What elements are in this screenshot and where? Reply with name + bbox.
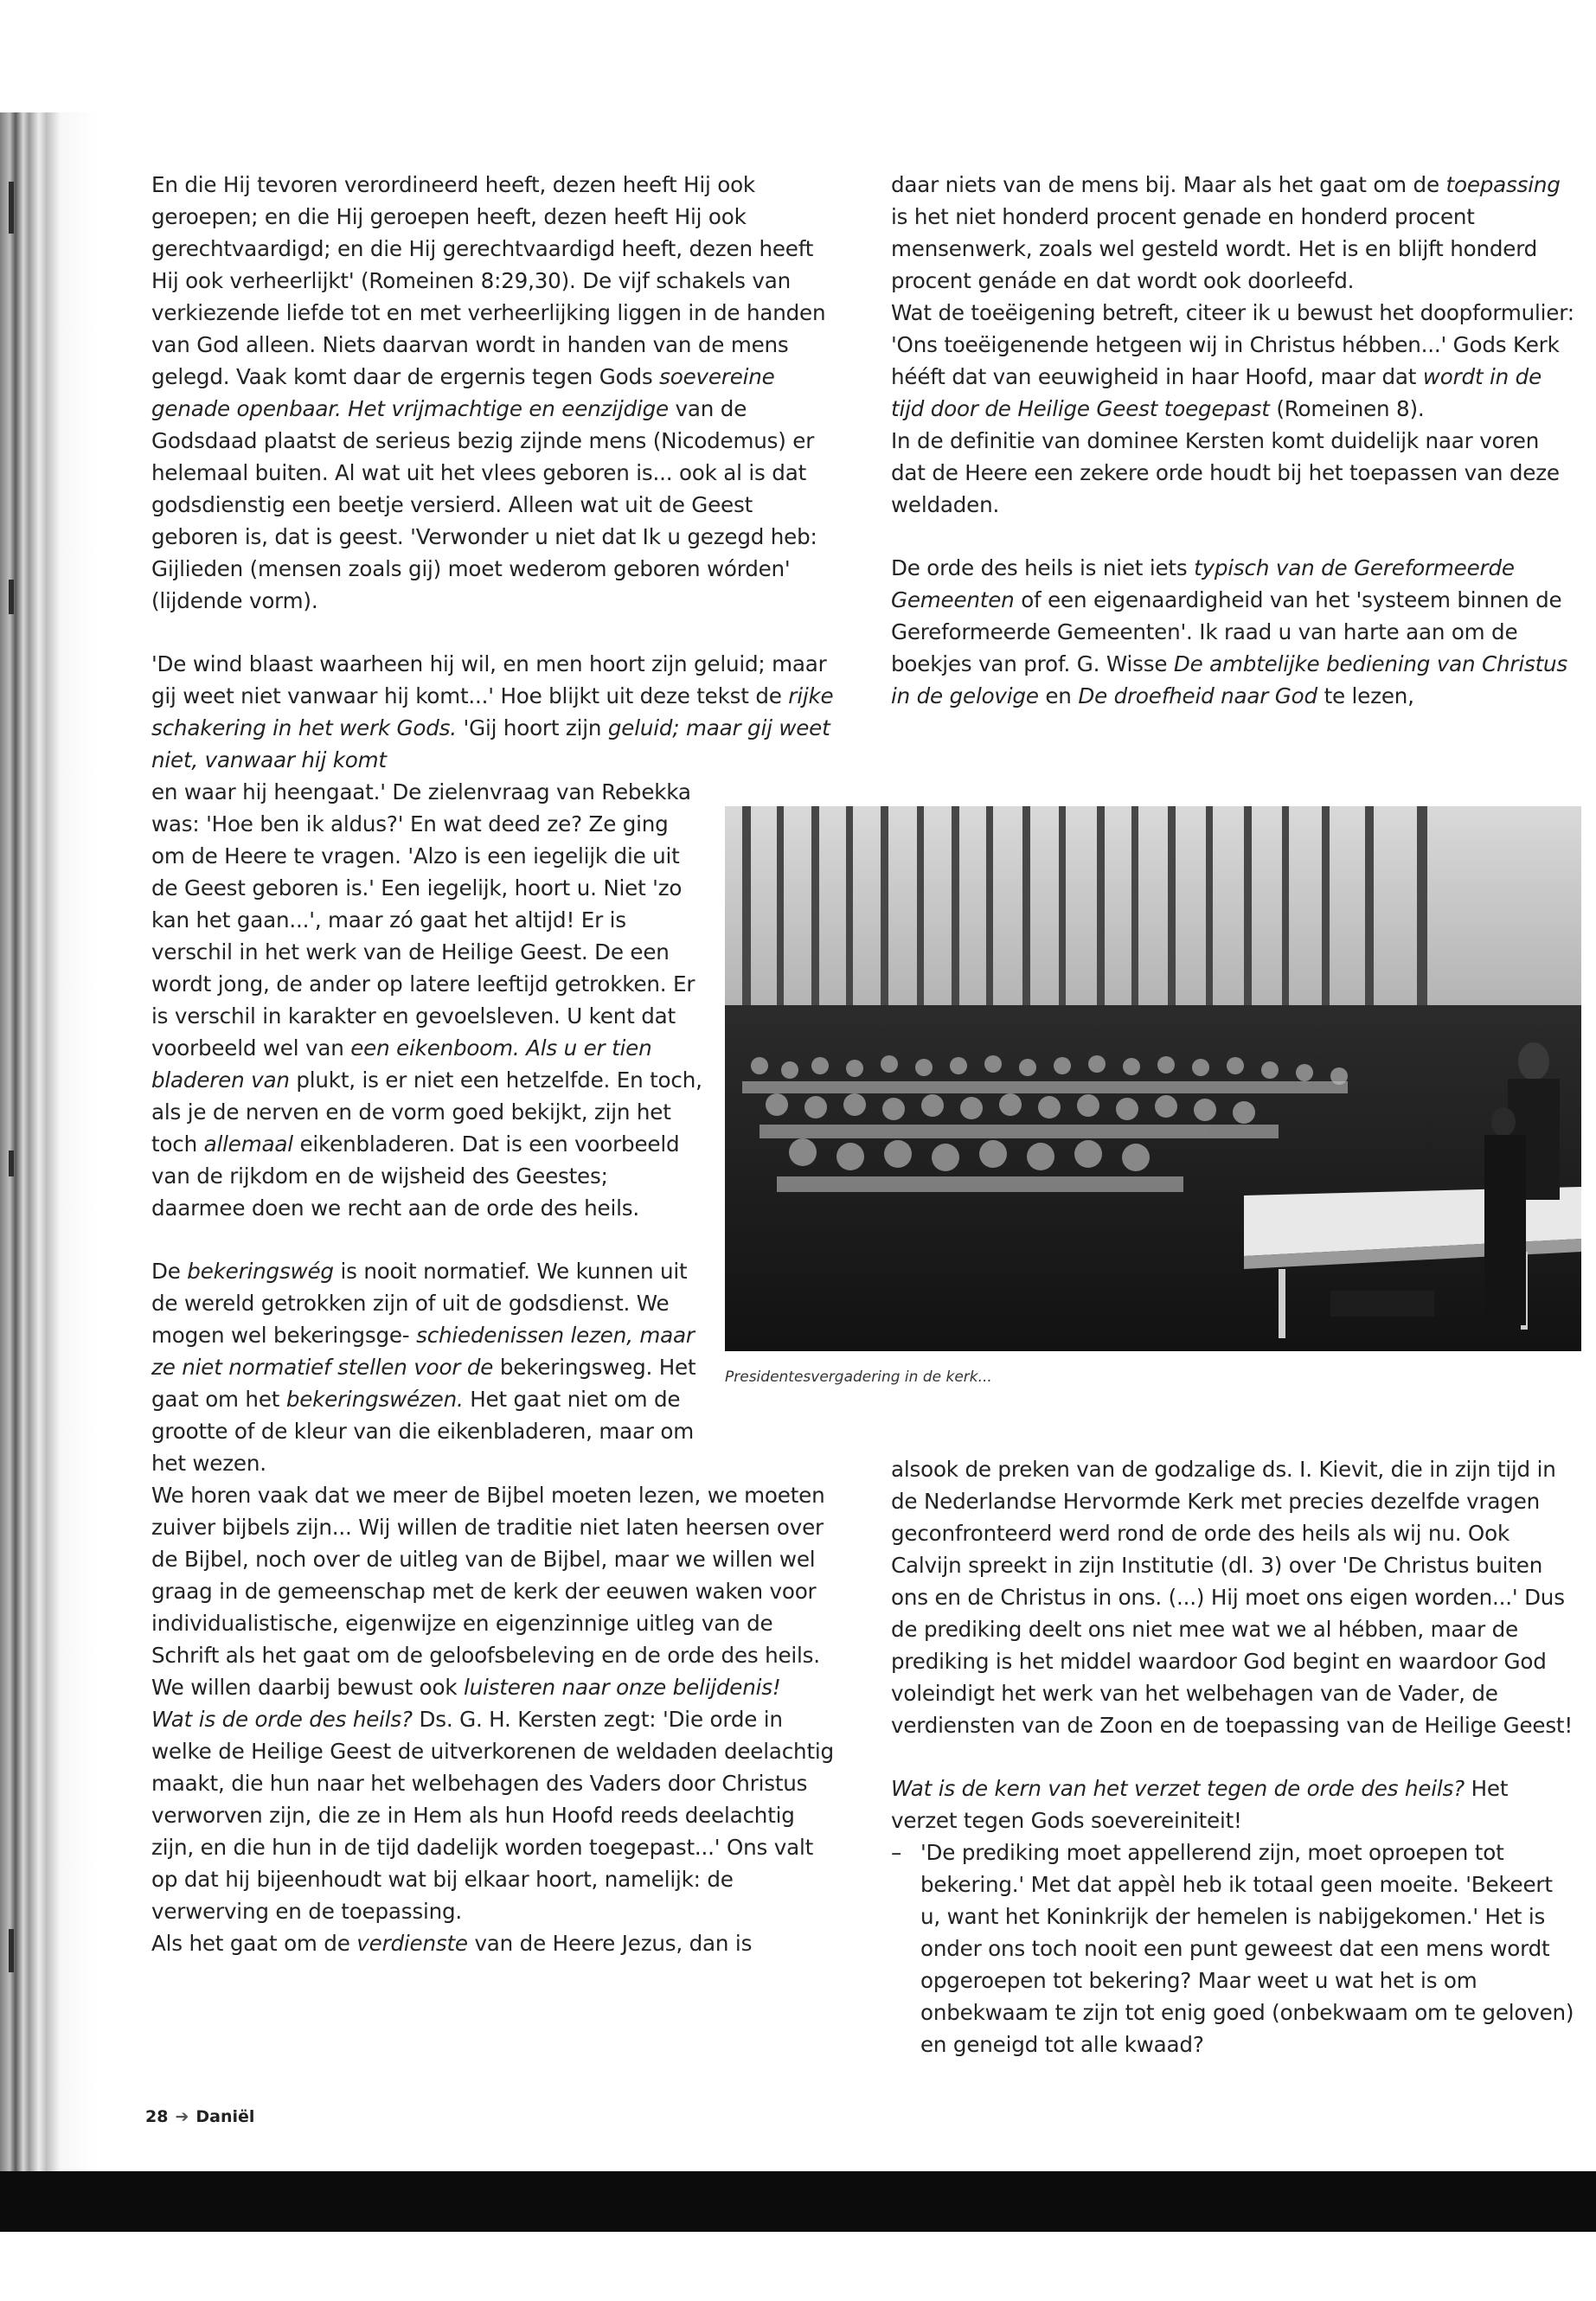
photo-illustration [725,806,1581,1351]
scan-bottom-edge [0,2171,1596,2232]
arrow-icon: ➔ [175,2107,189,2126]
paragraph: Wat is de kern van het verzet tegen de orde des heils? Het verzet tegen Gods soevereiniteit! [891,1776,1509,1833]
paragraph: alsook de preken van de godzalige ds. I. Kievit, die in zijn tijd in de Nederlandse Hervormde Kerk met precies dezelfde vragen geconfronteerd werd rond de orde des heils als wij nu. Ook Calvijn spreekt in zijn Institutie (dl. 3) over 'De Christus buiten ons en de Christus in ons. (...) Hij moet ons eigen worden...' Dus de prediking deelt ons niet mee wat we al hébben, maar de prediking is het middel waardoor God begint en waardoor God voleindigt het werk van het welbehagen van de Vader, de verdiensten van de Zoon en de toepassing van de Heilige Geest! [891,1457,1574,1738]
paragraph: Wat de toeëigening betreft, citeer ik u bewust het doopformulier: 'Ons toeëigenende hetgeen wij in Christus hébben...' Gods Kerk hééft dat van eeuwigheid in haar Hoofd, maar dat wordt in de tijd door de Heilige Geest toegepast (Romeinen 8). [891,300,1574,421]
paragraph: en waar hij heengaat.' De zielenvraag van Rebekka was: 'Hoe ben ik aldus?' En wat deed ze? Ze ging om de Heere te vragen. 'Alzo is een iegelijk die uit de Geest geboren is.' Een iegelijk, hoort u. Niet 'zo kan het gaan...', maar zó gaat het altijd! Er is verschil in het werk van de Heilige Geest. De een wordt jong, de ander op latere leeftijd getrokken. Er is verschil in karakter en gevoelsleven. U kent dat voorbeeld wel van een eikenboom. Als u er tien bladeren van plukt, is er niet een hetzelfde. En toch, als je de nerven en de vorm goed bekijkt, zijn het toch allemaal eikenbladeren. Dat is een voorbeeld van de rijkdom en de wijsheid des Geestes; daarmee doen we recht aan de orde des heils. [151,779,702,1221]
paragraph: En die Hij tevoren verordineerd heeft, dezen heeft Hij ook geroepen; en die Hij geroepen heeft, dezen heeft Hij ook gerechtvaardigd; en die Hij gerechtvaardigd heeft, dezen heeft Hij ook verheerlijkt' (Romeinen 8:29,30). De vijf schakels van verkiezende liefde tot en met verheerlijking liggen in de handen van God alleen. Niets daarvan wordt in handen van de mens gelegd. Vaak komt daar de ergernis tegen Gods soevereine genade openbaar. Het vrijmachtige en eenzijdige van de Godsdaad plaatst de serieus bezig zijnde mens (Nicodemus) er helemaal buiten. Al wat uit het vlees geboren is... ook al is dat godsdienstig een beetje versierd. Alleen wat uit de Geest geboren is, dat is geest. 'Verwonder u niet dat Ik u gezegd heb: Gijlieden (mensen zoals gij) moet wederom geboren wórden' (lijdende vorm). [151,172,826,613]
church-meeting-photo [725,806,1581,1351]
page-binding-shadow [0,112,97,2171]
page-number: 28 [145,2107,169,2126]
page-footer [145,2107,254,2126]
paragraph: 'De wind blaast waarheen hij wil, en men hoort zijn geluid; maar gij weet niet vanwaar hij komt...' Hoe blijkt uit deze tekst de rijke schakering in het werk Gods. 'Gij hoort zijn geluid; maar gij weet niet, vanwaar hij komt [151,651,834,772]
paragraph: In de definitie van dominee Kersten komt duidelijk naar voren dat de Heere een zekere orde houdt bij het toepassen van deze weldaden. [891,428,1560,517]
right-column [891,169,1574,712]
paragraph: Wat is de orde des heils? Ds. G. H. Kersten zegt: 'Die orde in welke de Heilige Geest de uitverkorenen de weldaden deelachtig maakt, die hun naar het welbehagen des Vaders door Christus verworven zijn, die ze in Hem als hun Hoofd reeds deelachtig zijn, en die hun in de tijd dadelijk worden toegepast...' Ons valt op dat hij bijeenhoudt wat bij elkaar hoort, namelijk: de verwerving en de toepassing. [151,1707,834,1924]
paragraph: We horen vaak dat we meer de Bijbel moeten lezen, we moeten zuiver bijbels zijn... Wij willen de traditie niet laten heersen over de Bijbel, noch over de uitleg van de Bijbel, maar we willen wel graag in de gemeenschap met de kerk der eeuwen waken voor individualistische, eigenwijze en eigenzinnige uitleg van de Schrift als het gaat om de geloofsbeleving en de orde des heils. We willen daarbij bewust ook luisteren naar onze belijdenis! [151,1483,825,1700]
magazine-name: Daniël [195,2107,255,2126]
paragraph: De orde des heils is niet iets typisch van de Gereformeerde Gemeenten of een eigenaardigheid van het 'systeem binnen de Gereformeerde Gemeenten'. Ik raad u van harte aan om de boekjes van prof. G. Wisse De ambtelijke bediening van Christus in de gelovige en De droefheid naar God te lezen, [891,555,1568,708]
lower-right-column [891,1453,1574,2061]
list-item: – 'De prediking moet appellerend zijn, moet oproepen tot bekering.' Met dat appèl heb ik totaal geen moeite. 'Bekeert u, want het Koninkrijk der hemelen is nabijgekomen.' Het is onder ons toch nooit een punt geweest dat een mens wordt opgeroepen tot bekering? Maar weet u wat het is om onbekwaam te zijn tot enig goed (onbekwaam om te geloven) en geneigd tot alle kwaad? [891,1836,1574,2061]
paragraph: daar niets van de mens bij. Maar als het gaat om de toepassing is het niet honderd procent genade en honderd procent mensenwerk, zoals wel gesteld wordt. Het is en blijft honderd procent genáde en dat wordt ook doorleefd. [891,172,1561,293]
photo-caption: Presidentesvergadering in de kerk... [725,1368,992,1386]
dash-bullet: – [891,1840,902,1865]
paragraph: De bekeringswég is nooit normatief. We kunnen uit de wereld getrokken zijn of uit de godsdienst. We mogen wel bekeringsge- schiedenissen lezen, maar ze niet normatief stellen voor de bekeringsweg. Het gaat om het bekeringswézen. Het gaat niet om de grootte of de kleur van die eikenbladeren, maar om het wezen. [151,1259,696,1476]
paragraph: Als het gaat om de verdienste van de Heere Jezus, dan is [151,1931,753,1956]
